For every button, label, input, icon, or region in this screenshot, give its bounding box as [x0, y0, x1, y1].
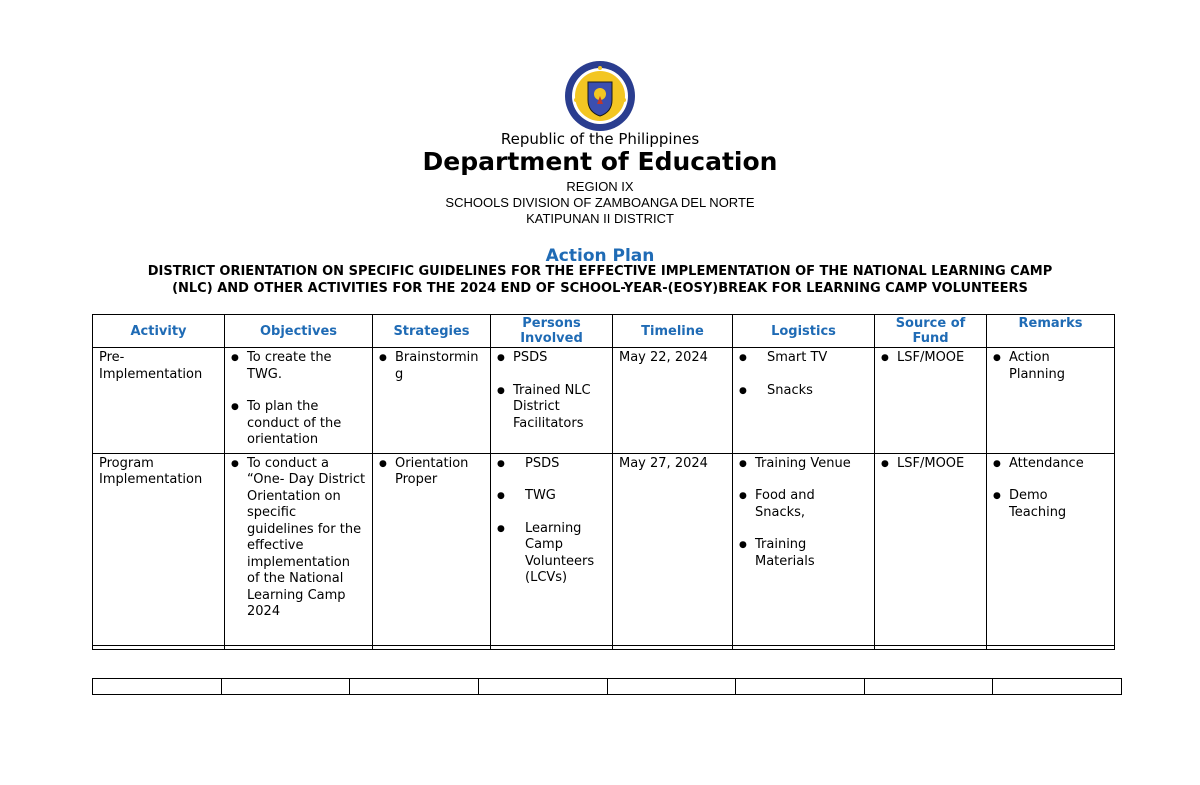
header-timeline: Timeline: [613, 315, 733, 348]
timeline-cell: May 22, 2024: [613, 348, 733, 454]
persons-cell: [491, 453, 613, 649]
list-item: ● Trained NLC District Facilitators: [497, 383, 606, 433]
logistics-cell: [733, 453, 875, 649]
blank-cell: [864, 679, 993, 695]
deped-seal: [564, 60, 636, 132]
blank-cell: [478, 679, 607, 695]
strategies-cell: [373, 348, 491, 454]
header-strategies: Strategies: [373, 315, 491, 348]
district-line: KATIPUNAN II DISTRICT: [526, 211, 674, 226]
fund-cell: [875, 348, 987, 454]
fund-cell: [875, 453, 987, 649]
blank-cell: [221, 679, 350, 695]
list-item: ● Food and Snacks,: [739, 488, 868, 521]
remarks-cell: [987, 348, 1115, 454]
subtitle-line-2: (NLC) AND OTHER ACTIVITIES FOR THE 2024 END OF SCHOOL-YEAR-(EOSY)BREAK FOR LEARNING CAMP VOLUNTEERS: [172, 280, 1028, 296]
timeline-cell: May 27, 2024: [613, 453, 733, 649]
header-row: [93, 315, 1115, 348]
blank-cell: [607, 679, 736, 695]
activity-cell: Program Implementation: [93, 453, 225, 649]
list-item: ● Training Venue: [739, 456, 868, 473]
objectives-cell: [225, 348, 373, 454]
list-item: ● Orientation Proper: [379, 456, 484, 489]
office-lines: [0, 179, 1200, 227]
blank-cell: [93, 679, 222, 695]
list-item: ● Attendance: [993, 456, 1108, 473]
objectives-cell: [225, 453, 373, 649]
list-item: ● Snacks: [739, 383, 868, 400]
header-source-of-fund: Source of Fund: [875, 315, 987, 348]
header-remarks: Remarks: [987, 315, 1115, 348]
list-item: ● Demo Teaching: [993, 488, 1108, 521]
list-item: ● Brainstorming: [379, 350, 484, 383]
division-line: SCHOOLS DIVISION OF ZAMBOANGA DEL NORTE: [445, 195, 755, 210]
blank-table: [92, 678, 1122, 695]
action-plan-table: [92, 314, 1115, 650]
header-persons-involved: Persons Involved: [491, 315, 613, 348]
list-item: ● PSDS: [497, 456, 606, 473]
header-logistics: Logistics: [733, 315, 875, 348]
list-item: ● PSDS: [497, 350, 606, 367]
region-line: REGION IX: [566, 179, 634, 194]
list-item: ● Training Materials: [739, 537, 868, 570]
header-objectives: Objectives: [225, 315, 373, 348]
department-title: Department of Education: [422, 147, 778, 176]
header-activity: Activity: [93, 315, 225, 348]
logistics-cell: [733, 348, 875, 454]
persons-cell: [491, 348, 613, 454]
list-item: ● TWG: [497, 488, 606, 505]
activity-cell: Pre-Implementation: [93, 348, 225, 454]
blank-cell: [736, 679, 865, 695]
blank-cell: [993, 679, 1122, 695]
table-row: [93, 679, 1122, 695]
list-item: ● To plan the conduct of the orientation: [231, 399, 366, 449]
list-item: ● LSF/MOOE: [881, 456, 980, 473]
table-row: [93, 453, 1115, 649]
plan-subtitle: [0, 264, 1200, 297]
blank-cell: [350, 679, 479, 695]
divider-line: [92, 645, 1114, 646]
table-row: [93, 348, 1115, 454]
subtitle-line-1: DISTRICT ORIENTATION ON SPECIFIC GUIDELINES FOR THE EFFECTIVE IMPLEMENTATION OF THE NATIONAL LEARNING CAMP: [147, 264, 1053, 279]
remarks-cell: [987, 453, 1115, 649]
strategies-cell: [373, 453, 491, 649]
list-item: ● To conduct a “One- Day District Orientation on specific guidelines for the effective implementation of the National Learning Camp 2024: [231, 456, 366, 621]
list-item: ● LSF/MOOE: [881, 350, 980, 367]
list-item: ● Action Planning: [993, 350, 1108, 383]
republic-line: Republic of the Philippines: [500, 130, 700, 148]
list-item: ● To create the TWG.: [231, 350, 366, 383]
plan-title: Action Plan: [545, 246, 655, 266]
list-item: ● Learning Camp Volunteers (LCVs): [497, 521, 606, 587]
list-item: ● Smart TV: [739, 350, 868, 367]
